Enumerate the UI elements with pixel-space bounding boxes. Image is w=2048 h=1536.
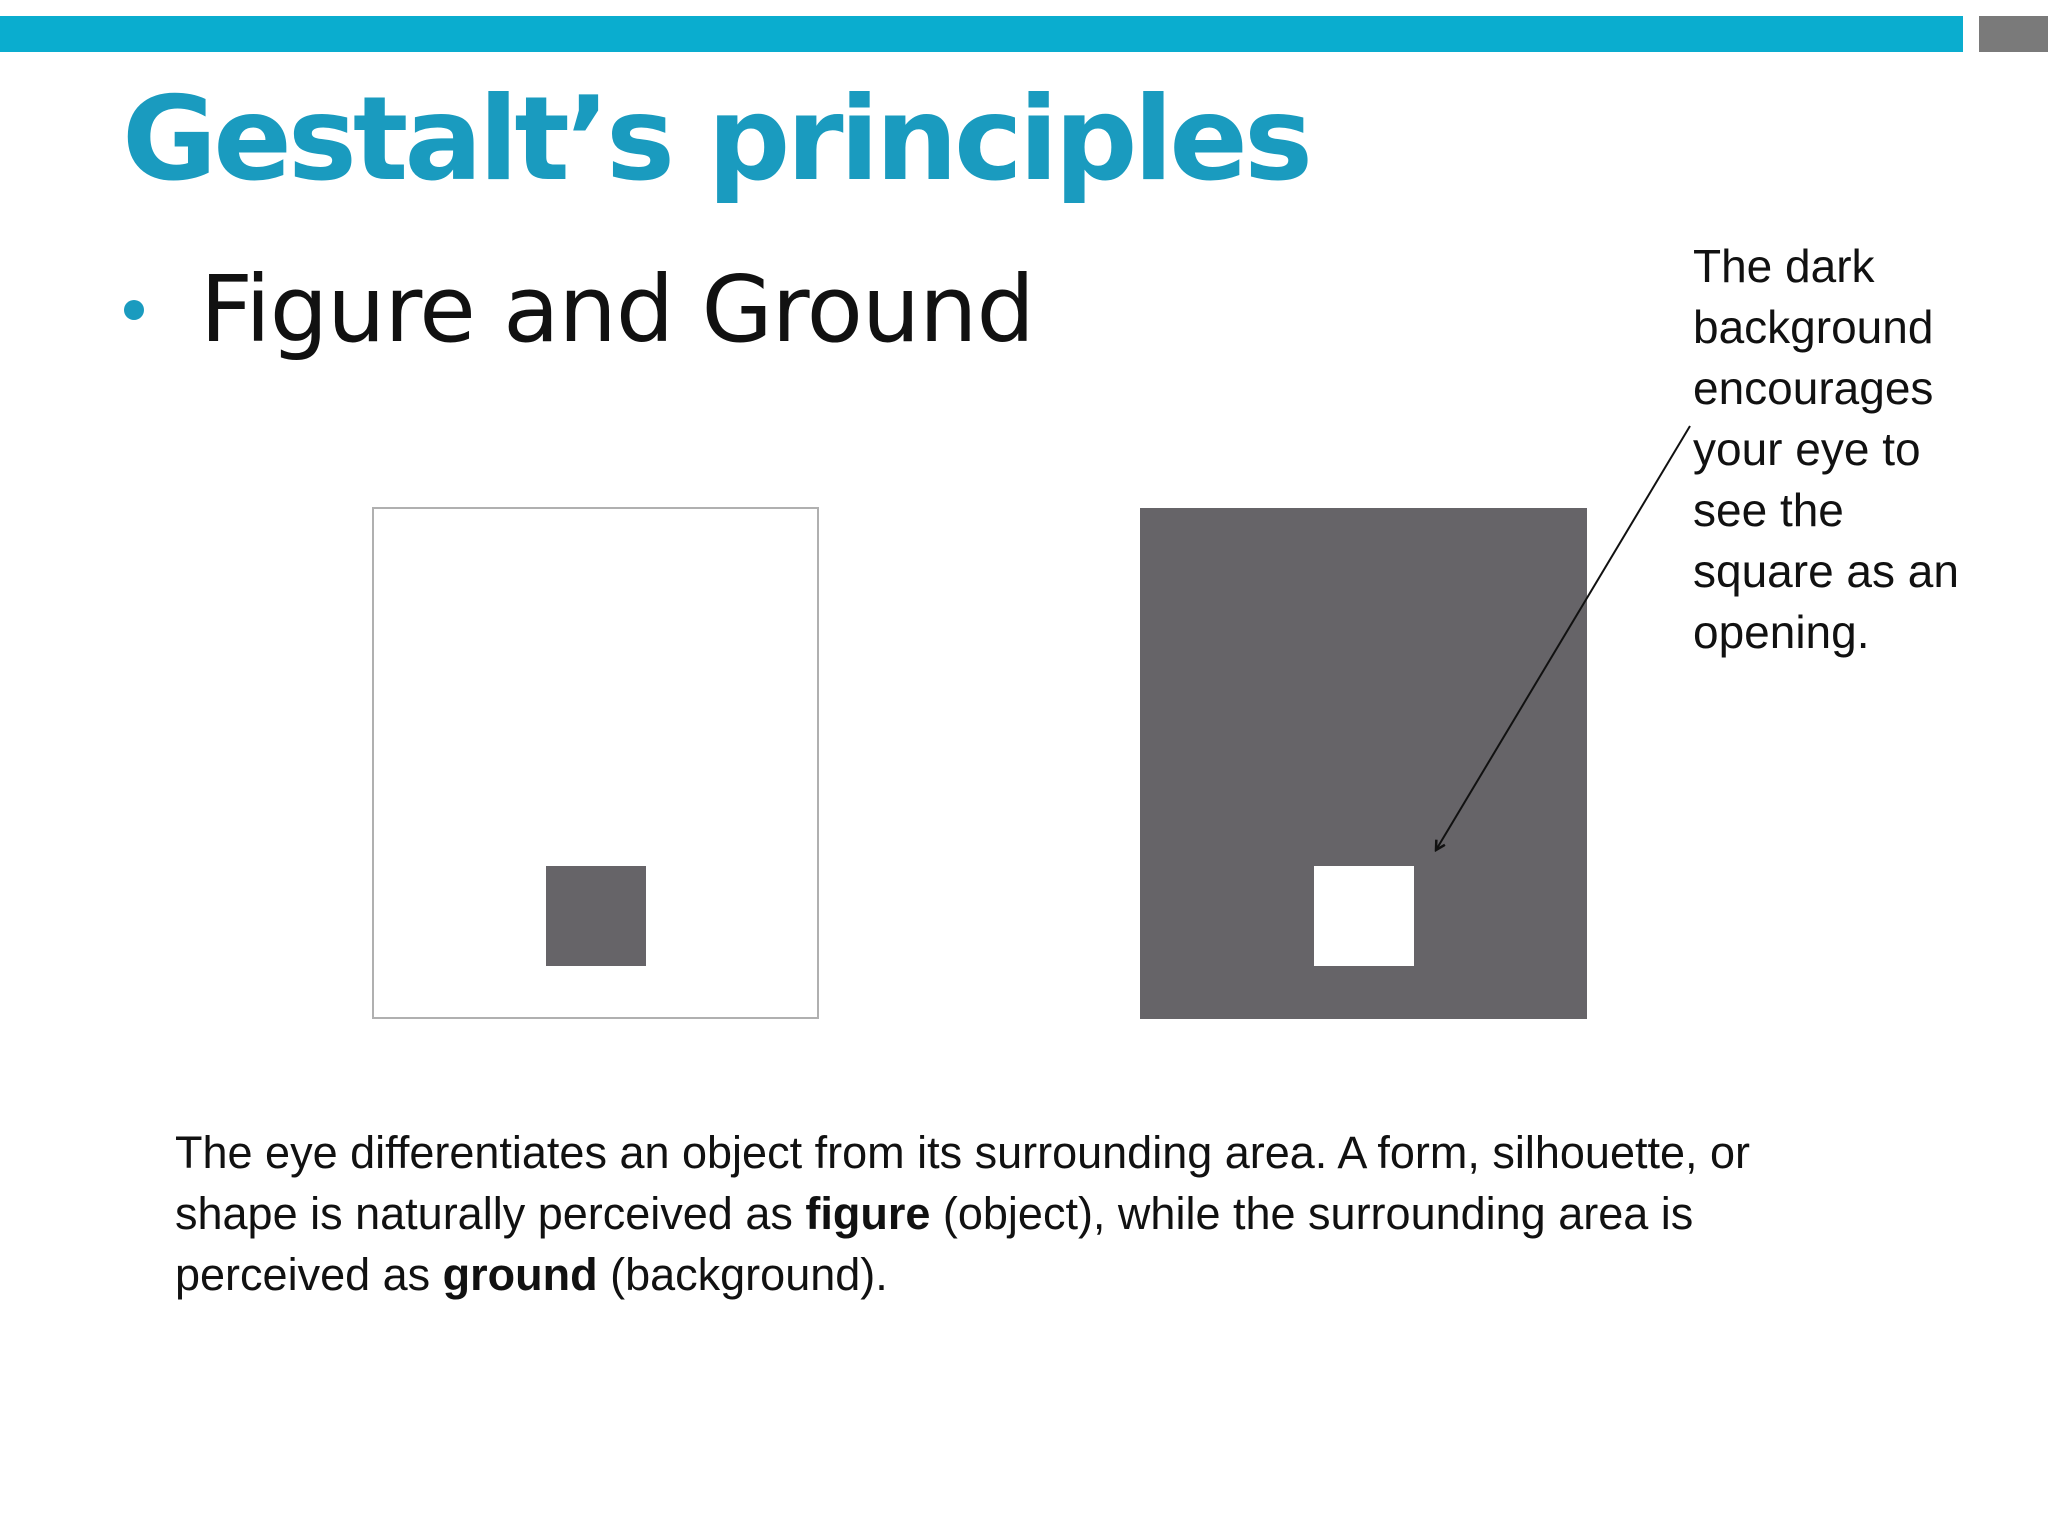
callout-line: background xyxy=(1693,301,1934,353)
term-figure: figure xyxy=(805,1188,931,1239)
callout-line: encourages xyxy=(1693,362,1934,414)
bullet-item xyxy=(124,250,1034,370)
top-accent-bar xyxy=(0,16,1963,52)
callout-line: see the xyxy=(1693,484,1844,536)
callout-line: opening. xyxy=(1693,606,1870,658)
light-frame xyxy=(373,508,818,1018)
corner-tab xyxy=(1979,16,2048,52)
callout-arrow xyxy=(1436,426,1690,850)
bullet-text: Figure and Ground xyxy=(200,256,1034,363)
term-ground: ground xyxy=(442,1249,598,1300)
white-square-opening xyxy=(1314,866,1414,966)
callout-line: square as an xyxy=(1693,545,1959,597)
dark-square-figure xyxy=(546,866,646,966)
callout-line: your eye to xyxy=(1693,423,1921,475)
callout-line: The dark xyxy=(1693,240,1875,292)
bullet-dot-icon xyxy=(124,300,144,320)
description-text: (object), while the surrounding area is perceived as xyxy=(175,1188,1694,1300)
slide-title: Gestalt’s principles xyxy=(122,72,1309,207)
description-text: (background). xyxy=(597,1249,888,1300)
description-paragraph xyxy=(175,1122,1875,1305)
description-text: The eye differentiates an object from its surrounding area. A form, silhouette, or shape is naturally perceived as xyxy=(175,1127,1751,1239)
callout-text xyxy=(1693,236,2023,663)
dark-frame xyxy=(1140,508,1587,1019)
